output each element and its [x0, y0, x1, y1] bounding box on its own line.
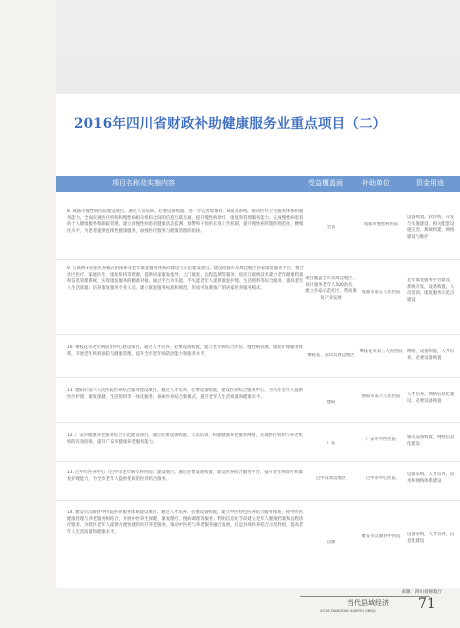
table-row — [56, 429, 460, 462]
page-number: 71 — [418, 596, 436, 612]
row-unit: 成都市慢性病医院 — [363, 222, 399, 227]
table-row — [56, 341, 460, 378]
row-description: 11. 德阳市第六人民医院医养结合服务建设项目。通过人才培养、必要设备购置，建设医养结合服务中心，为入住老年人提供医疗护理、康复保健、生活照料等一体化服务，探索医养结合新模式，提升老年人生活质量和健康水平。 — [67, 388, 303, 400]
row-use: 设备采购，人才培养，信息化建设 — [407, 532, 455, 544]
row-unit: 雅安市汉源县中医院 — [361, 534, 401, 539]
row-description: 10. 攀枝花市老年病防治中心建设项目。通过人才培养、必要设备购置，建立老年病综合评估、慢性病管理、康复护理服务体系，开展老年疾病预防与健康管理，提升全市老年病防治能力和服务水平。 — [67, 345, 303, 357]
row-region: 巴中及周边地区 — [315, 476, 347, 481]
row-use: 人才培养，网络信息化建设，必要设备购置 — [407, 392, 455, 404]
header-project: 项目名称及实施内容 — [112, 179, 175, 187]
row-unit: 巴中市中心医院 — [365, 476, 397, 481]
row-region: 德阳 — [326, 400, 336, 405]
table-row — [56, 384, 460, 423]
magazine-name: 当代县域经济 — [347, 599, 389, 607]
row-description: 12. 广安市健康养老服务综合示范建设项目。通过必要设备购置、人员培训，构建健康养老服务网络，实现医疗机构与养老机构的有效衔接，提升广安市健康养老服务能力。 — [67, 433, 303, 445]
source-note: 来源：四川省财政厅 — [401, 590, 442, 595]
row-unit: 攀枝花市第三人民医院 — [359, 349, 403, 354]
row-use: 设备购置，软件购，开发与实施建设，相关配套设施完善，系统构建，网络建设与维护 — [407, 215, 455, 240]
row-region: 全省 — [326, 225, 336, 230]
row-unit: 成都市第五人民医院 — [361, 290, 401, 295]
row-region: 汉源 — [326, 540, 336, 545]
magazine-english-name: 2016 DANGDAI XIANYU JINGJI — [320, 608, 376, 613]
row-description: 9. 互联网+居家医养模式的探索及老年康复服务体系的建设与示范建设项目。建设成都市及周边地区居家康复服务平台，整合社区医疗、家庭医生、康复机构等资源，提供居家康复指导、上门康复、远程监测等服务；依托互联网技术建立老年健康档案和信息管理系统，实现康复服务的精准对接。通过平台为失能、半失能老年人提供康复护理、生活照料等综合服务，提高老年人生活质量；培养康复服务专业人员，建立康复服务标准和规范，形成可复制推广的居家医养服务模式。 — [67, 266, 304, 291]
row-region: 项目覆盖全市及周边地区，预计服务老年人500余名，建立多家示范社区，带动康复产业发展 — [305, 276, 357, 301]
row-region: 广安 — [326, 441, 336, 446]
row-use: 网络、设备购置，人才培养，必要设备购置 — [407, 349, 455, 361]
header-unit: 补助单位 — [362, 179, 390, 187]
table-row — [56, 262, 460, 335]
row-use: 相关设备购置，网络信息化建设 — [407, 435, 455, 447]
header-use: 资金用途 — [416, 179, 444, 187]
footer-rule — [300, 596, 430, 597]
header-region: 受益覆盖面 — [308, 179, 343, 187]
row-region: 攀枝花、凉山及周边地区 — [307, 353, 355, 358]
row-unit: 德阳市第六人民医院 — [361, 394, 401, 399]
row-description: 13. 巴中市医养中心（巴中市老年病专科医院）建设项目。通过必要设备购置，建设医养结合服务平台，提升老年病诊疗和康复护理能力，为全市老年人提供优质的医养结合服务。 — [67, 470, 303, 482]
row-use: 设备采购，人才培养，技术和网络体系建设 — [407, 472, 455, 484]
table-row — [56, 205, 460, 260]
header-photo — [56, 0, 460, 94]
table-row — [56, 466, 460, 501]
table-header — [56, 176, 460, 192]
row-description: 8. 成都市慢性病医院建设项目。通过人员培训、必要设备购置，进一步完善影象科、B超等系统，推动医疗卫生服务体系和服务能力，全面实现医疗机构和慢性病相关机构之间的信息互联互通，提升慢性病诊疗、康复和管理服务能力。完成慢性病患者的个人健康服务和跟踪管理，建立对慢性病患者健康状态监测、预警和干预的长效工作机制，提升慢性病管理的规范化、精细化水平，为患者提供连续性健康服务，加强医疗服务与健康管理的衔接。 — [67, 209, 304, 234]
row-description: 14. 雅安市汉源县中医院医养服务体系建设项目。通过人才培养、必要设备购置，建立中医特色医养结合服务体系，将中医药健康管理与养老服务相结合，开展中医养生保健、康复理疗、慢病调理等服务；利用信息化手段建立老年人健康档案和远程诊疗服务，为辖区老年人提供方便快捷的医疗养老服务，推动中医药与养老服务融合发展，打造县域医养结合示范样板，提高老年人生活质量和健康水平。 — [67, 510, 304, 535]
table-row — [56, 506, 460, 582]
page-title: 2016年四川省财政补助健康服务业重点项目（二） — [74, 116, 387, 132]
row-unit: 广安市中医医院 — [365, 437, 397, 442]
row-use: 老年康复服务平台建设，系统开发，设备购置，人员培训，康复服务示范点建设 — [407, 278, 455, 303]
